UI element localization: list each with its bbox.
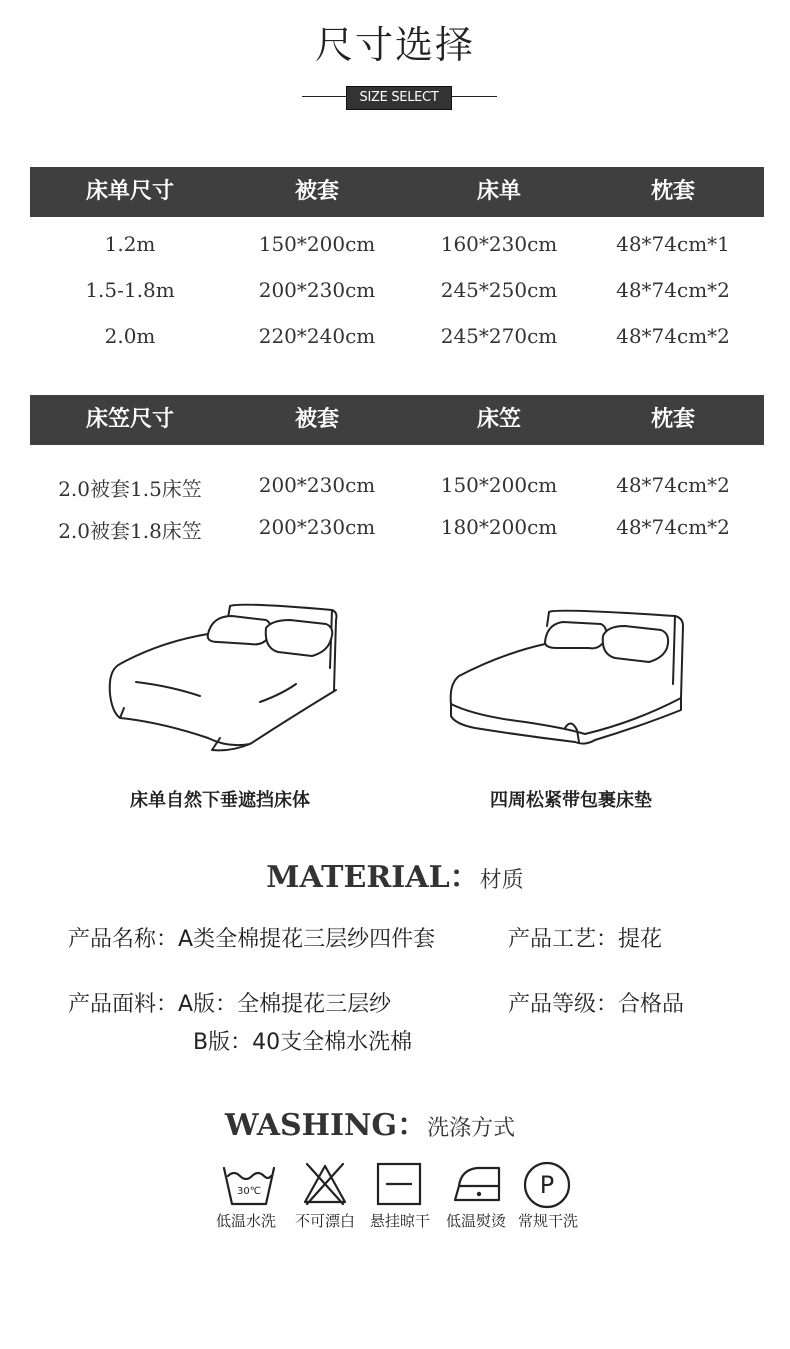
table-row [0, 324, 790, 350]
divider-right [451, 96, 497, 97]
table-row [0, 278, 790, 304]
wash-temp-text: 30℃ [237, 1186, 261, 1197]
table-cell: 2.0m [104, 324, 156, 348]
page-title: 尺寸选择 [314, 23, 475, 67]
table-row [0, 232, 790, 258]
table-cell: 48*74cm*2 [616, 324, 730, 348]
table-cell: 48*74cm*1 [616, 232, 730, 256]
washing-title: WASHING [224, 1108, 398, 1143]
divider-left [302, 96, 346, 97]
dry-clean-icon [522, 1160, 572, 1210]
table-cell: 245*270cm [440, 324, 558, 348]
table-cell: 160*230cm [440, 232, 558, 256]
product-craft-label: 产品工艺： [508, 927, 619, 952]
sheet-table-header-cells [0, 167, 790, 217]
table-cell: 220*240cm [258, 324, 376, 348]
low-temp-iron-icon [451, 1164, 503, 1204]
material-subtitle: 材质 [479, 868, 524, 893]
product-name-value: A类全棉提花三层纱四件套 [178, 927, 436, 952]
table-header-cell: 床笠尺寸 [85, 407, 174, 432]
table-row [0, 473, 790, 499]
table-cell: 2.0被套1.5床笠 [58, 477, 202, 501]
product-name-label: 产品名称： [68, 927, 179, 952]
product-name-row [68, 922, 435, 953]
washing-subtitle: 洗涤方式 [427, 1116, 516, 1141]
table-cell: 150*200cm [258, 232, 376, 256]
wash-label: 低温水洗 [215, 1212, 276, 1230]
product-craft-value: 提花 [618, 927, 663, 952]
product-fabric-b: B版：40支全棉水洗棉 [193, 1030, 413, 1055]
table-cell: 200*230cm [258, 278, 376, 302]
product-grade-row [508, 987, 684, 1018]
wash-label: 低温熨烫 [445, 1212, 506, 1230]
product-grade-value: 合格品 [618, 992, 685, 1017]
table-cell: 48*74cm*2 [616, 278, 730, 302]
wash-label: 悬挂晾干 [369, 1212, 430, 1230]
table-cell: 1.5-1.8m [85, 278, 175, 302]
low-temp-wash-icon [222, 1160, 276, 1208]
table-row [0, 515, 790, 541]
table-header-cell: 床单 [476, 179, 521, 204]
no-bleach-icon [301, 1162, 349, 1206]
table-cell: 245*250cm [440, 278, 558, 302]
table-header-cell: 枕套 [650, 179, 695, 204]
wash-label: 常规干洗 [517, 1212, 578, 1230]
washing-separator: ： [397, 1108, 428, 1143]
table-header-cell: 床单尺寸 [85, 179, 174, 204]
flat-sheet-caption: 床单自然下垂遮挡床体 [130, 790, 310, 811]
table-header-cell: 被套 [294, 407, 339, 432]
washing-heading [0, 1100, 740, 1144]
product-fabric-label: 产品面料： [68, 992, 179, 1017]
dry-clean-letter: P [539, 1171, 555, 1199]
table-cell: 2.0被套1.8床笠 [58, 519, 202, 543]
table-cell: 48*74cm*2 [616, 473, 730, 497]
product-fabric-a: A版：全棉提花三层纱 [178, 992, 392, 1017]
product-grade-label: 产品等级： [508, 992, 619, 1017]
fitted-table-header-cells [0, 395, 790, 445]
table-header-cell: 枕套 [650, 407, 695, 432]
table-cell: 150*200cm [440, 473, 558, 497]
material-heading [0, 852, 790, 896]
table-header-cell: 被套 [294, 179, 339, 204]
product-craft-row [508, 922, 662, 953]
size-select-badge: SIZE SELECT [346, 86, 452, 110]
material-separator: ： [449, 860, 480, 895]
product-fabric-row [68, 987, 391, 1018]
fitted-sheet-bed-illustration [445, 604, 695, 769]
table-cell: 48*74cm*2 [616, 515, 730, 539]
fitted-sheet-caption: 四周松紧带包裹床垫 [490, 790, 652, 811]
flat-sheet-bed-illustration [100, 598, 350, 763]
line-dry-icon [376, 1162, 422, 1206]
table-cell: 1.2m [104, 232, 156, 256]
table-header-cell: 床笠 [476, 407, 521, 432]
table-cell: 200*230cm [258, 515, 376, 539]
table-cell: 200*230cm [258, 473, 376, 497]
material-title: MATERIAL [266, 860, 450, 895]
table-cell: 180*200cm [440, 515, 558, 539]
wash-label: 不可漂白 [294, 1212, 355, 1230]
